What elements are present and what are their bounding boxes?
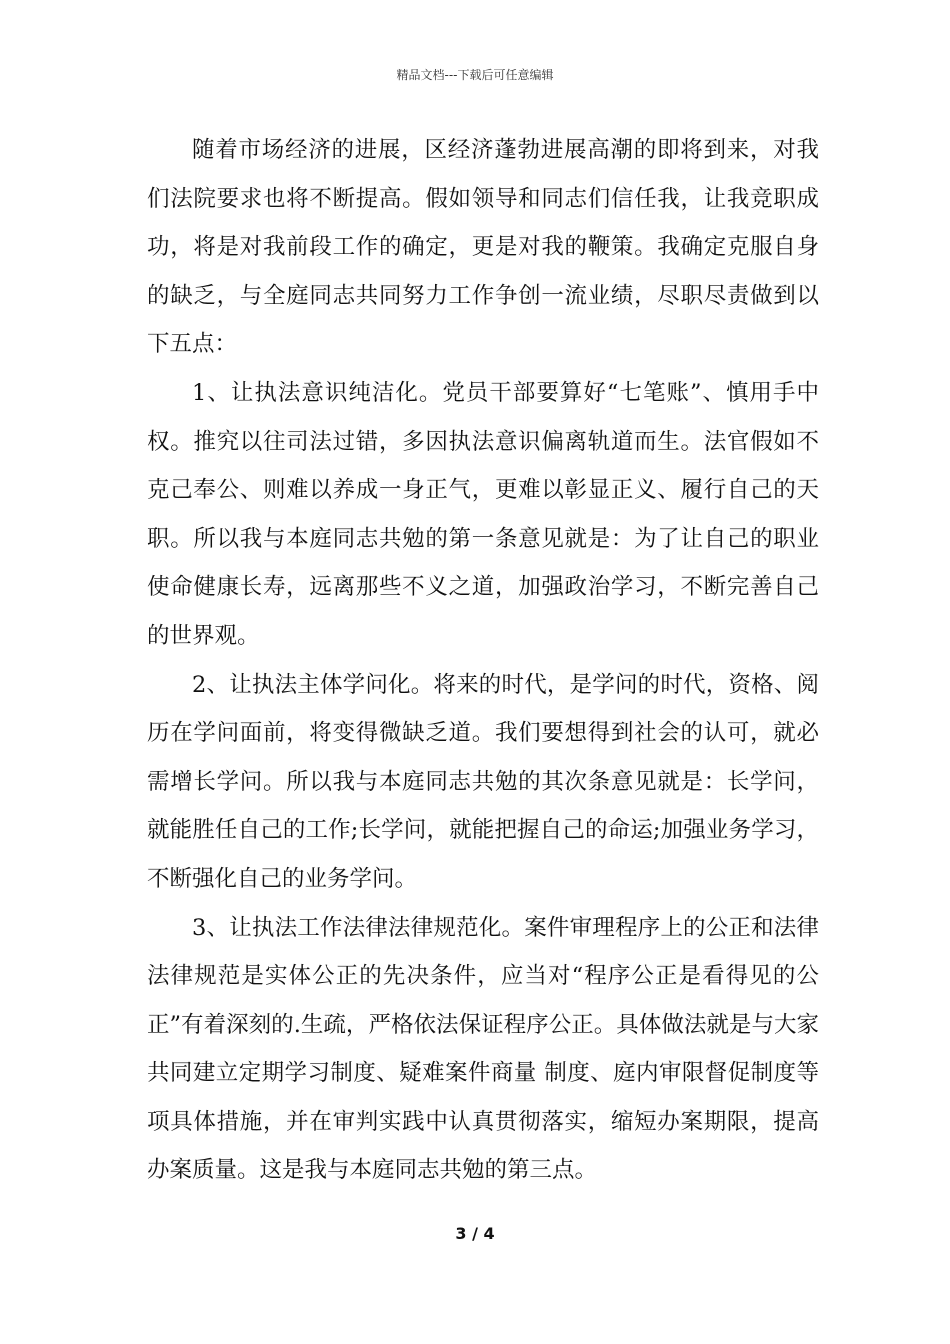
paragraph-point-2: 2、让执法主体学问化。将来的时代，是学问的时代，资格、阅历在学问面前，将变得微缺乏道。我们要想得到社会的认可，就必需增长学问。所以我与本庭同志共勉的其次条意见就是：长学问，就能胜任自己的工作;长学问，就能把握自己的命运;加强业务学习，不断强化自己的业务学问。 [147, 671, 819, 892]
paragraph-point-1: 1、让执法意识纯洁化。党员干部要算好“七笔账”、慎用手中权。推究以往司法过错，多因执法意识偏离轨道而生。法官假如不克己奉公、则难以养成一身正气，更难以彰显正义、履行自己的天职。所以我与本庭同志共勉的第一条意见就是：为了让自己的职业使命健康长寿，远离那些不义之道，加强政治学习，不断完善自己的世界观。 [147, 379, 819, 649]
page-number: 3 / 4 [455, 1224, 495, 1243]
paragraph-point-3: 3、让执法工作法律法律规范化。案件审理程序上的公正和法律法律规范是实体公正的先决条件，应当对“程序公正是看得见的公正”有着深刻的.生疏，严格依法保证程序公正。具体做法就是与大家共同建立定期学习制度、疑难案件商量 制度、庭内审限督促制度等项具体措施，并在审判实践中认真贯彻落实，缩短办案期限，提高办案质量。这是我与本庭同志共勉的第三点。 [147, 914, 819, 1184]
page-header: 精品文档---下载后可任意编辑 [396, 68, 554, 82]
paragraph-intro: 随着市场经济的进展，区经济蓬勃进展高潮的即将到来，对我们法院要求也将不断提高。假如领导和同志们信任我，让我竞职成功，将是对我前段工作的确定，更是对我的鞭策。我确定克服自身的缺乏，与全庭同志共同努力工作争创一流业绩，尽职尽责做到以下五点： [147, 137, 819, 358]
document-body [147, 126, 819, 1195]
